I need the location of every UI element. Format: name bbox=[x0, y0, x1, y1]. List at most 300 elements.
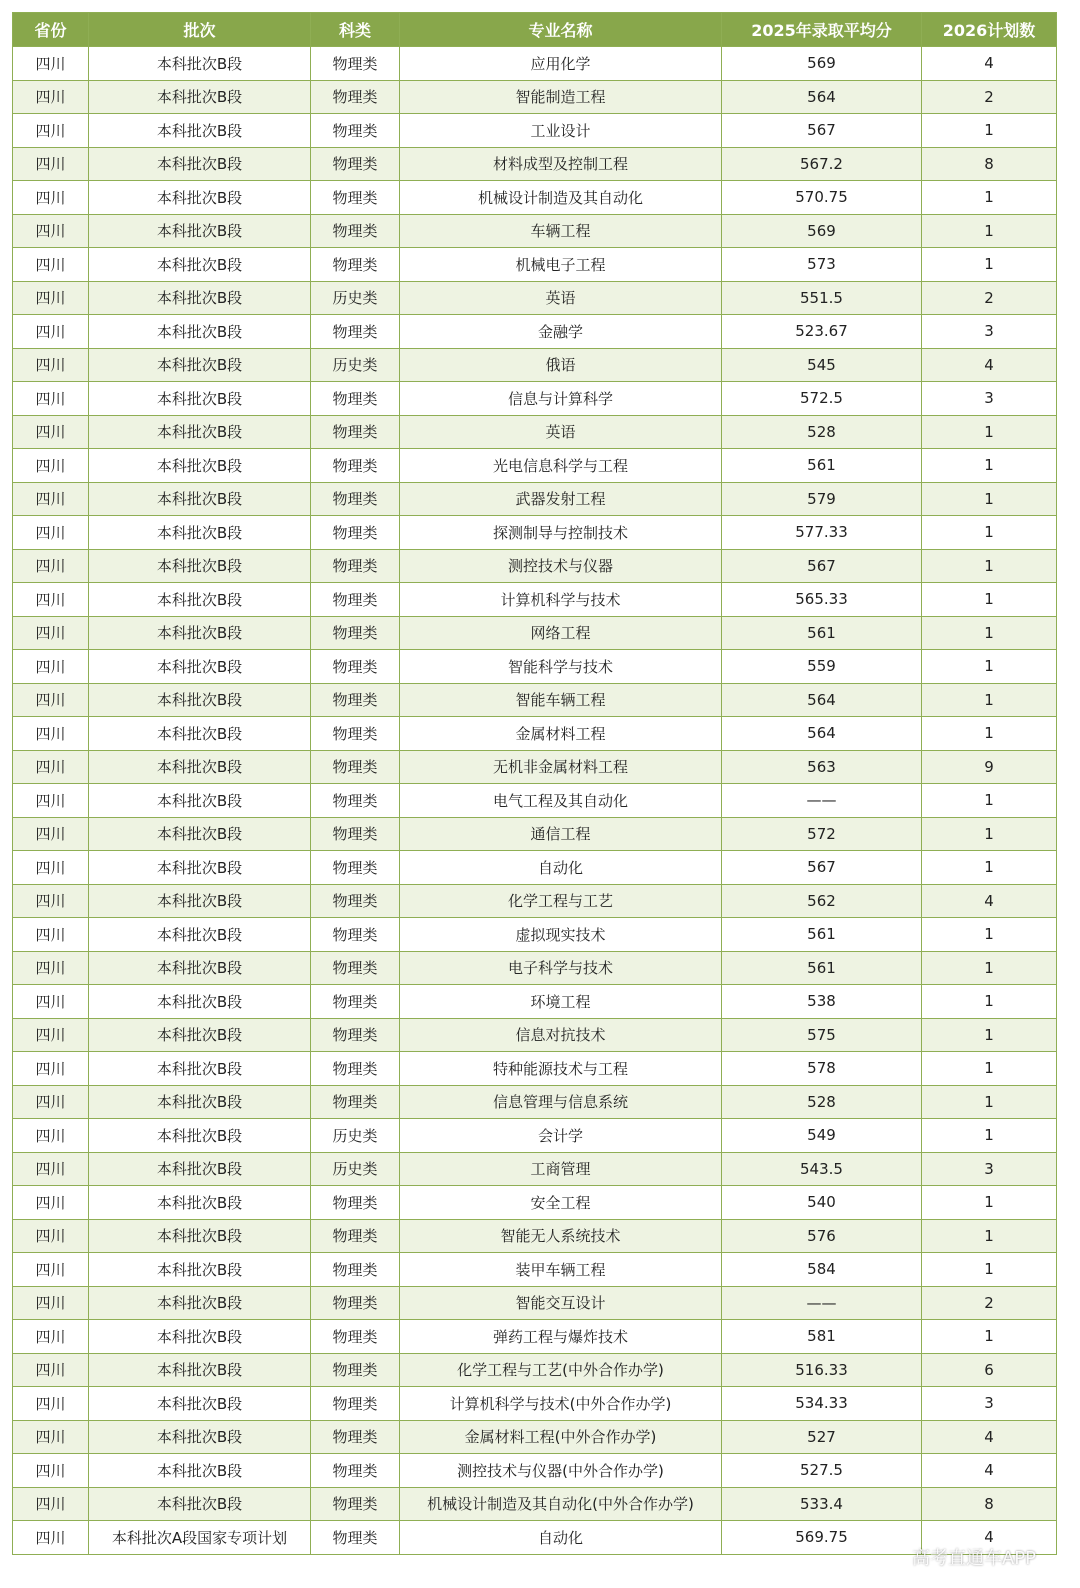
cell-plan-count: 2 bbox=[922, 80, 1057, 114]
cell-province: 四川 bbox=[13, 1152, 89, 1186]
cell-plan-count: 1 bbox=[922, 516, 1057, 550]
cell-major: 武器发射工程 bbox=[400, 482, 722, 516]
cell-province: 四川 bbox=[13, 1420, 89, 1454]
cell-province: 四川 bbox=[13, 583, 89, 617]
table-row bbox=[13, 549, 1057, 583]
cell-major: 工商管理 bbox=[400, 1152, 722, 1186]
cell-avg-score: 577.33 bbox=[722, 516, 922, 550]
cell-province: 四川 bbox=[13, 650, 89, 684]
table-row bbox=[13, 281, 1057, 315]
cell-major: 自动化 bbox=[400, 1521, 722, 1555]
cell-category: 物理类 bbox=[311, 214, 400, 248]
table-row bbox=[13, 1119, 1057, 1153]
cell-avg-score: 579 bbox=[722, 482, 922, 516]
cell-batch: 本科批次B段 bbox=[89, 1253, 311, 1287]
cell-major: 会计学 bbox=[400, 1119, 722, 1153]
cell-category: 物理类 bbox=[311, 1521, 400, 1555]
cell-avg-score: 569 bbox=[722, 47, 922, 81]
cell-category: 物理类 bbox=[311, 248, 400, 282]
cell-avg-score: 561 bbox=[722, 449, 922, 483]
cell-category: 物理类 bbox=[311, 750, 400, 784]
table-row bbox=[13, 985, 1057, 1019]
cell-category: 物理类 bbox=[311, 583, 400, 617]
table-row bbox=[13, 1253, 1057, 1287]
cell-plan-count: 3 bbox=[922, 315, 1057, 349]
cell-plan-count: 1 bbox=[922, 985, 1057, 1019]
cell-province: 四川 bbox=[13, 683, 89, 717]
cell-major: 计算机科学与技术(中外合作办学) bbox=[400, 1387, 722, 1421]
cell-batch: 本科批次B段 bbox=[89, 147, 311, 181]
cell-batch: 本科批次B段 bbox=[89, 181, 311, 215]
table-row bbox=[13, 516, 1057, 550]
cell-category: 物理类 bbox=[311, 1420, 400, 1454]
cell-batch: 本科批次B段 bbox=[89, 1219, 311, 1253]
cell-avg-score: 569 bbox=[722, 214, 922, 248]
cell-category: 物理类 bbox=[311, 1085, 400, 1119]
cell-batch: 本科批次B段 bbox=[89, 985, 311, 1019]
cell-batch: 本科批次B段 bbox=[89, 1420, 311, 1454]
cell-avg-score: 564 bbox=[722, 80, 922, 114]
table-row bbox=[13, 784, 1057, 818]
cell-major: 电气工程及其自动化 bbox=[400, 784, 722, 818]
cell-plan-count: 1 bbox=[922, 449, 1057, 483]
cell-major: 探测制导与控制技术 bbox=[400, 516, 722, 550]
cell-batch: 本科批次B段 bbox=[89, 583, 311, 617]
cell-avg-score: 572 bbox=[722, 817, 922, 851]
table-row bbox=[13, 248, 1057, 282]
cell-avg-score: 578 bbox=[722, 1052, 922, 1086]
cell-category: 物理类 bbox=[311, 449, 400, 483]
watermark-text: 高考直通车APP bbox=[911, 1548, 1036, 1569]
cell-plan-count: 1 bbox=[922, 482, 1057, 516]
cell-province: 四川 bbox=[13, 784, 89, 818]
cell-batch: 本科批次B段 bbox=[89, 1353, 311, 1387]
cell-category: 物理类 bbox=[311, 147, 400, 181]
cell-province: 四川 bbox=[13, 214, 89, 248]
cell-province: 四川 bbox=[13, 80, 89, 114]
cell-category: 物理类 bbox=[311, 47, 400, 81]
cell-major: 计算机科学与技术 bbox=[400, 583, 722, 617]
cell-batch: 本科批次B段 bbox=[89, 348, 311, 382]
cell-plan-count: 1 bbox=[922, 683, 1057, 717]
cell-province: 四川 bbox=[13, 549, 89, 583]
cell-major: 装甲车辆工程 bbox=[400, 1253, 722, 1287]
cell-major: 自动化 bbox=[400, 851, 722, 885]
header-plan-count: 2026计划数 bbox=[922, 13, 1057, 47]
cell-avg-score: 534.33 bbox=[722, 1387, 922, 1421]
table-row bbox=[13, 482, 1057, 516]
cell-plan-count: 1 bbox=[922, 717, 1057, 751]
cell-batch: 本科批次B段 bbox=[89, 516, 311, 550]
cell-batch: 本科批次B段 bbox=[89, 817, 311, 851]
cell-batch: 本科批次B段 bbox=[89, 382, 311, 416]
cell-plan-count: 1 bbox=[922, 1018, 1057, 1052]
cell-plan-count: 1 bbox=[922, 1320, 1057, 1354]
table-row bbox=[13, 1186, 1057, 1220]
cell-category: 物理类 bbox=[311, 985, 400, 1019]
cell-province: 四川 bbox=[13, 1487, 89, 1521]
table-row bbox=[13, 382, 1057, 416]
cell-major: 化学工程与工艺 bbox=[400, 884, 722, 918]
cell-plan-count: 1 bbox=[922, 1085, 1057, 1119]
cell-plan-count: 1 bbox=[922, 616, 1057, 650]
cell-plan-count: 9 bbox=[922, 750, 1057, 784]
cell-batch: 本科批次B段 bbox=[89, 449, 311, 483]
cell-avg-score: 559 bbox=[722, 650, 922, 684]
cell-province: 四川 bbox=[13, 951, 89, 985]
cell-batch: 本科批次B段 bbox=[89, 1387, 311, 1421]
cell-category: 物理类 bbox=[311, 1219, 400, 1253]
cell-avg-score: 564 bbox=[722, 683, 922, 717]
cell-category: 物理类 bbox=[311, 549, 400, 583]
cell-batch: 本科批次B段 bbox=[89, 248, 311, 282]
cell-major: 机械电子工程 bbox=[400, 248, 722, 282]
cell-province: 四川 bbox=[13, 1521, 89, 1555]
cell-major: 信息对抗技术 bbox=[400, 1018, 722, 1052]
cell-plan-count: 2 bbox=[922, 281, 1057, 315]
cell-avg-score: 564 bbox=[722, 717, 922, 751]
table-row bbox=[13, 1521, 1057, 1555]
cell-batch: 本科批次B段 bbox=[89, 1119, 311, 1153]
cell-batch: 本科批次B段 bbox=[89, 1286, 311, 1320]
cell-major: 测控技术与仪器(中外合作办学) bbox=[400, 1454, 722, 1488]
table-row bbox=[13, 583, 1057, 617]
cell-batch: 本科批次B段 bbox=[89, 214, 311, 248]
cell-province: 四川 bbox=[13, 1286, 89, 1320]
cell-batch: 本科批次B段 bbox=[89, 315, 311, 349]
cell-avg-score: 549 bbox=[722, 1119, 922, 1153]
cell-major: 材料成型及控制工程 bbox=[400, 147, 722, 181]
cell-batch: 本科批次A段国家专项计划 bbox=[89, 1521, 311, 1555]
cell-category: 物理类 bbox=[311, 482, 400, 516]
cell-batch: 本科批次B段 bbox=[89, 1487, 311, 1521]
cell-province: 四川 bbox=[13, 1085, 89, 1119]
cell-major: 智能制造工程 bbox=[400, 80, 722, 114]
cell-major: 应用化学 bbox=[400, 47, 722, 81]
cell-batch: 本科批次B段 bbox=[89, 482, 311, 516]
cell-avg-score: 543.5 bbox=[722, 1152, 922, 1186]
cell-major: 机械设计制造及其自动化 bbox=[400, 181, 722, 215]
table-row bbox=[13, 315, 1057, 349]
cell-plan-count: 3 bbox=[922, 1152, 1057, 1186]
cell-avg-score: 573 bbox=[722, 248, 922, 282]
cell-major: 工业设计 bbox=[400, 114, 722, 148]
cell-province: 四川 bbox=[13, 918, 89, 952]
admission-table bbox=[12, 12, 1057, 1555]
cell-avg-score: —— bbox=[722, 1286, 922, 1320]
header-category: 科类 bbox=[311, 13, 400, 47]
cell-plan-count: 6 bbox=[922, 1353, 1057, 1387]
cell-avg-score: 545 bbox=[722, 348, 922, 382]
cell-category: 物理类 bbox=[311, 717, 400, 751]
cell-major: 智能无人系统技术 bbox=[400, 1219, 722, 1253]
cell-batch: 本科批次B段 bbox=[89, 114, 311, 148]
cell-major: 环境工程 bbox=[400, 985, 722, 1019]
cell-avg-score: 561 bbox=[722, 951, 922, 985]
cell-major: 虚拟现实技术 bbox=[400, 918, 722, 952]
cell-province: 四川 bbox=[13, 817, 89, 851]
cell-plan-count: 1 bbox=[922, 1186, 1057, 1220]
cell-major: 智能科学与技术 bbox=[400, 650, 722, 684]
cell-batch: 本科批次B段 bbox=[89, 616, 311, 650]
cell-avg-score: 567 bbox=[722, 114, 922, 148]
cell-major: 弹药工程与爆炸技术 bbox=[400, 1320, 722, 1354]
cell-avg-score: 528 bbox=[722, 1085, 922, 1119]
cell-category: 历史类 bbox=[311, 281, 400, 315]
cell-major: 安全工程 bbox=[400, 1186, 722, 1220]
cell-batch: 本科批次B段 bbox=[89, 1186, 311, 1220]
cell-avg-score: 523.67 bbox=[722, 315, 922, 349]
cell-plan-count: 1 bbox=[922, 650, 1057, 684]
cell-plan-count: 1 bbox=[922, 918, 1057, 952]
cell-province: 四川 bbox=[13, 985, 89, 1019]
cell-province: 四川 bbox=[13, 851, 89, 885]
cell-category: 物理类 bbox=[311, 650, 400, 684]
cell-plan-count: 1 bbox=[922, 248, 1057, 282]
cell-category: 物理类 bbox=[311, 114, 400, 148]
cell-province: 四川 bbox=[13, 1320, 89, 1354]
table-row bbox=[13, 1085, 1057, 1119]
cell-major: 测控技术与仪器 bbox=[400, 549, 722, 583]
cell-major: 信息管理与信息系统 bbox=[400, 1085, 722, 1119]
table-row bbox=[13, 80, 1057, 114]
cell-category: 物理类 bbox=[311, 181, 400, 215]
table-row bbox=[13, 1420, 1057, 1454]
cell-batch: 本科批次B段 bbox=[89, 750, 311, 784]
table-row bbox=[13, 1152, 1057, 1186]
cell-avg-score: 528 bbox=[722, 415, 922, 449]
cell-major: 光电信息科学与工程 bbox=[400, 449, 722, 483]
table-row bbox=[13, 1353, 1057, 1387]
cell-plan-count: 1 bbox=[922, 817, 1057, 851]
table-row bbox=[13, 114, 1057, 148]
cell-plan-count: 1 bbox=[922, 1253, 1057, 1287]
cell-plan-count: 1 bbox=[922, 114, 1057, 148]
table-row bbox=[13, 1286, 1057, 1320]
cell-province: 四川 bbox=[13, 281, 89, 315]
cell-major: 俄语 bbox=[400, 348, 722, 382]
table-row bbox=[13, 1454, 1057, 1488]
cell-avg-score: 565.33 bbox=[722, 583, 922, 617]
cell-avg-score: 576 bbox=[722, 1219, 922, 1253]
cell-province: 四川 bbox=[13, 482, 89, 516]
cell-avg-score: 540 bbox=[722, 1186, 922, 1220]
cell-major: 网络工程 bbox=[400, 616, 722, 650]
cell-province: 四川 bbox=[13, 47, 89, 81]
cell-major: 化学工程与工艺(中外合作办学) bbox=[400, 1353, 722, 1387]
cell-avg-score: 561 bbox=[722, 616, 922, 650]
cell-province: 四川 bbox=[13, 516, 89, 550]
cell-avg-score: 533.4 bbox=[722, 1487, 922, 1521]
cell-avg-score: 567 bbox=[722, 549, 922, 583]
table-row bbox=[13, 1018, 1057, 1052]
cell-plan-count: 4 bbox=[922, 348, 1057, 382]
cell-province: 四川 bbox=[13, 884, 89, 918]
table-row bbox=[13, 817, 1057, 851]
cell-category: 物理类 bbox=[311, 1387, 400, 1421]
header-province: 省份 bbox=[13, 13, 89, 47]
admission-table-container bbox=[12, 12, 1056, 1555]
table-row bbox=[13, 449, 1057, 483]
cell-avg-score: —— bbox=[722, 784, 922, 818]
cell-category: 历史类 bbox=[311, 348, 400, 382]
table-row bbox=[13, 1487, 1057, 1521]
cell-category: 物理类 bbox=[311, 382, 400, 416]
header-batch: 批次 bbox=[89, 13, 311, 47]
cell-plan-count: 1 bbox=[922, 1052, 1057, 1086]
cell-plan-count: 4 bbox=[922, 1521, 1057, 1555]
cell-avg-score: 575 bbox=[722, 1018, 922, 1052]
cell-province: 四川 bbox=[13, 1018, 89, 1052]
cell-province: 四川 bbox=[13, 1387, 89, 1421]
cell-province: 四川 bbox=[13, 1052, 89, 1086]
cell-batch: 本科批次B段 bbox=[89, 851, 311, 885]
cell-avg-score: 584 bbox=[722, 1253, 922, 1287]
cell-major: 英语 bbox=[400, 415, 722, 449]
cell-category: 物理类 bbox=[311, 784, 400, 818]
cell-plan-count: 1 bbox=[922, 851, 1057, 885]
cell-province: 四川 bbox=[13, 1219, 89, 1253]
cell-major: 金融学 bbox=[400, 315, 722, 349]
cell-batch: 本科批次B段 bbox=[89, 1018, 311, 1052]
cell-province: 四川 bbox=[13, 717, 89, 751]
cell-batch: 本科批次B段 bbox=[89, 1320, 311, 1354]
cell-major: 信息与计算科学 bbox=[400, 382, 722, 416]
cell-category: 物理类 bbox=[311, 616, 400, 650]
cell-batch: 本科批次B段 bbox=[89, 1454, 311, 1488]
table-row bbox=[13, 851, 1057, 885]
cell-category: 物理类 bbox=[311, 951, 400, 985]
cell-batch: 本科批次B段 bbox=[89, 784, 311, 818]
cell-batch: 本科批次B段 bbox=[89, 951, 311, 985]
cell-plan-count: 8 bbox=[922, 1487, 1057, 1521]
cell-major: 通信工程 bbox=[400, 817, 722, 851]
cell-province: 四川 bbox=[13, 114, 89, 148]
table-row bbox=[13, 147, 1057, 181]
cell-plan-count: 3 bbox=[922, 382, 1057, 416]
table-row bbox=[13, 1052, 1057, 1086]
cell-plan-count: 8 bbox=[922, 147, 1057, 181]
cell-province: 四川 bbox=[13, 1119, 89, 1153]
cell-category: 历史类 bbox=[311, 1119, 400, 1153]
table-row bbox=[13, 616, 1057, 650]
table-row bbox=[13, 650, 1057, 684]
cell-plan-count: 1 bbox=[922, 181, 1057, 215]
cell-plan-count: 4 bbox=[922, 1420, 1057, 1454]
cell-batch: 本科批次B段 bbox=[89, 281, 311, 315]
cell-plan-count: 1 bbox=[922, 583, 1057, 617]
table-row bbox=[13, 918, 1057, 952]
table-row bbox=[13, 214, 1057, 248]
cell-batch: 本科批次B段 bbox=[89, 1052, 311, 1086]
cell-avg-score: 527.5 bbox=[722, 1454, 922, 1488]
table-row bbox=[13, 1320, 1057, 1354]
cell-plan-count: 3 bbox=[922, 1387, 1057, 1421]
cell-category: 物理类 bbox=[311, 1186, 400, 1220]
table-row bbox=[13, 415, 1057, 449]
table-row bbox=[13, 181, 1057, 215]
cell-plan-count: 1 bbox=[922, 415, 1057, 449]
cell-avg-score: 567 bbox=[722, 851, 922, 885]
cell-avg-score: 567.2 bbox=[722, 147, 922, 181]
cell-category: 物理类 bbox=[311, 516, 400, 550]
table-row bbox=[13, 884, 1057, 918]
cell-province: 四川 bbox=[13, 415, 89, 449]
table-row bbox=[13, 47, 1057, 81]
cell-plan-count: 2 bbox=[922, 1286, 1057, 1320]
cell-province: 四川 bbox=[13, 750, 89, 784]
table-row bbox=[13, 683, 1057, 717]
cell-major: 智能交互设计 bbox=[400, 1286, 722, 1320]
header-major: 专业名称 bbox=[400, 13, 722, 47]
cell-province: 四川 bbox=[13, 382, 89, 416]
cell-avg-score: 572.5 bbox=[722, 382, 922, 416]
cell-avg-score: 538 bbox=[722, 985, 922, 1019]
cell-batch: 本科批次B段 bbox=[89, 1152, 311, 1186]
cell-avg-score: 563 bbox=[722, 750, 922, 784]
cell-major: 特种能源技术与工程 bbox=[400, 1052, 722, 1086]
cell-plan-count: 1 bbox=[922, 549, 1057, 583]
table-row bbox=[13, 717, 1057, 751]
cell-avg-score: 570.75 bbox=[722, 181, 922, 215]
cell-province: 四川 bbox=[13, 449, 89, 483]
cell-major: 车辆工程 bbox=[400, 214, 722, 248]
cell-batch: 本科批次B段 bbox=[89, 1085, 311, 1119]
cell-category: 物理类 bbox=[311, 1454, 400, 1488]
cell-plan-count: 4 bbox=[922, 1454, 1057, 1488]
cell-category: 物理类 bbox=[311, 315, 400, 349]
cell-category: 物理类 bbox=[311, 1253, 400, 1287]
cell-avg-score: 569.75 bbox=[722, 1521, 922, 1555]
cell-avg-score: 581 bbox=[722, 1320, 922, 1354]
cell-avg-score: 562 bbox=[722, 884, 922, 918]
cell-plan-count: 1 bbox=[922, 1219, 1057, 1253]
cell-category: 物理类 bbox=[311, 80, 400, 114]
cell-province: 四川 bbox=[13, 1186, 89, 1220]
cell-category: 物理类 bbox=[311, 918, 400, 952]
cell-plan-count: 1 bbox=[922, 1119, 1057, 1153]
cell-plan-count: 4 bbox=[922, 884, 1057, 918]
cell-avg-score: 561 bbox=[722, 918, 922, 952]
cell-plan-count: 4 bbox=[922, 47, 1057, 81]
cell-category: 物理类 bbox=[311, 1286, 400, 1320]
cell-province: 四川 bbox=[13, 1353, 89, 1387]
cell-plan-count: 1 bbox=[922, 951, 1057, 985]
table-body bbox=[13, 47, 1057, 1555]
cell-province: 四川 bbox=[13, 1253, 89, 1287]
cell-batch: 本科批次B段 bbox=[89, 717, 311, 751]
cell-major: 智能车辆工程 bbox=[400, 683, 722, 717]
cell-batch: 本科批次B段 bbox=[89, 47, 311, 81]
cell-major: 英语 bbox=[400, 281, 722, 315]
table-row bbox=[13, 750, 1057, 784]
cell-batch: 本科批次B段 bbox=[89, 415, 311, 449]
cell-category: 物理类 bbox=[311, 884, 400, 918]
table-row bbox=[13, 1219, 1057, 1253]
cell-plan-count: 1 bbox=[922, 784, 1057, 818]
cell-province: 四川 bbox=[13, 147, 89, 181]
cell-avg-score: 516.33 bbox=[722, 1353, 922, 1387]
cell-province: 四川 bbox=[13, 1454, 89, 1488]
cell-avg-score: 551.5 bbox=[722, 281, 922, 315]
cell-category: 物理类 bbox=[311, 1018, 400, 1052]
cell-avg-score: 527 bbox=[722, 1420, 922, 1454]
cell-major: 金属材料工程 bbox=[400, 717, 722, 751]
cell-category: 物理类 bbox=[311, 683, 400, 717]
table-header-row bbox=[13, 13, 1057, 47]
cell-province: 四川 bbox=[13, 315, 89, 349]
cell-plan-count: 1 bbox=[922, 214, 1057, 248]
